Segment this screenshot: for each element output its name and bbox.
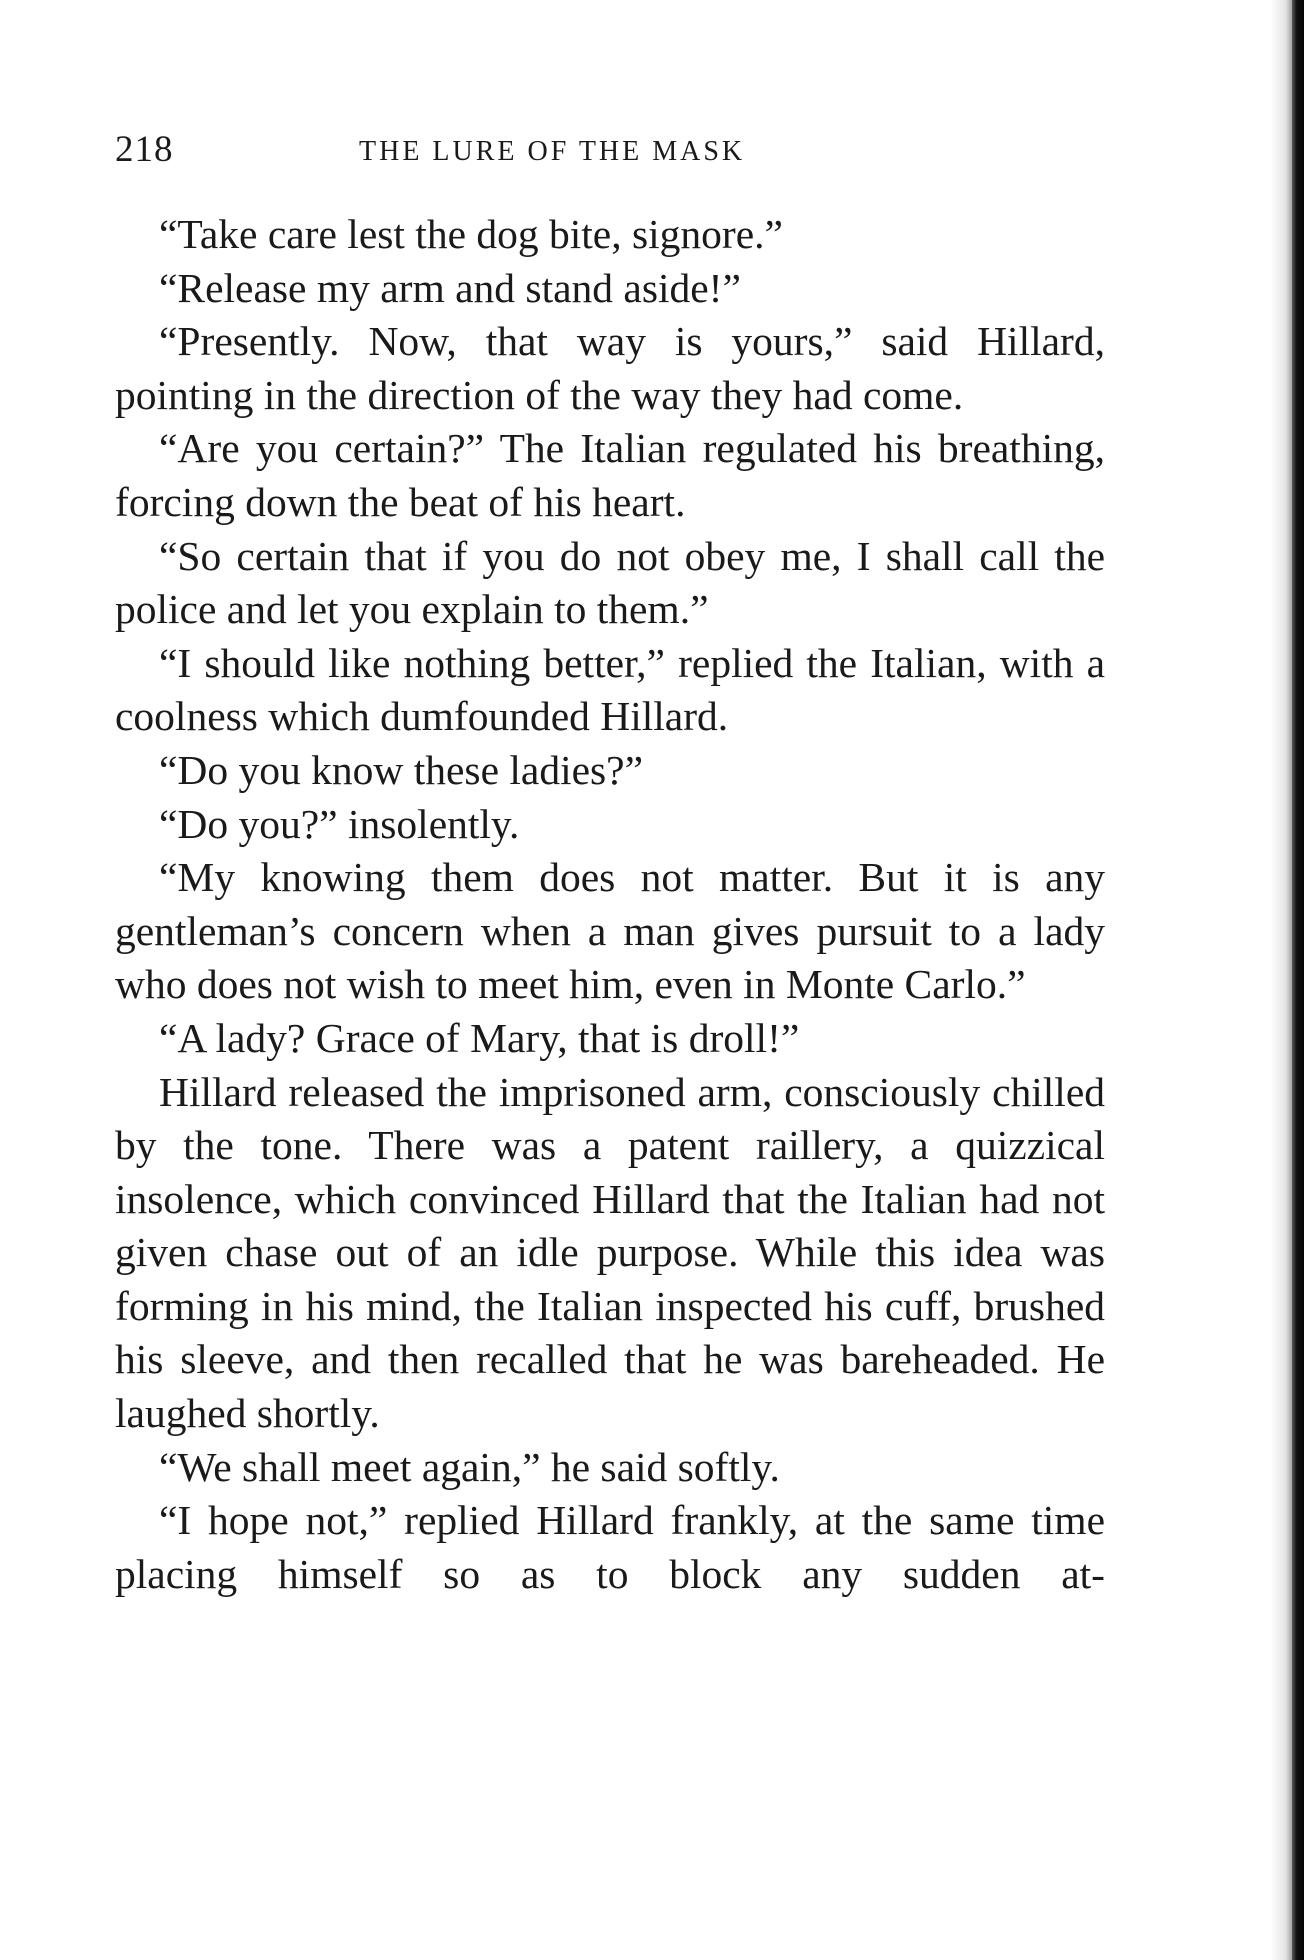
binding-edge (1292, 0, 1304, 1960)
paragraph: “Release my arm and stand aside!” (159, 264, 741, 311)
paragraph: “Do you?” insolently. (159, 800, 520, 847)
body-text (115, 208, 1105, 1601)
page-header (115, 128, 1105, 178)
binding-shadow (1270, 0, 1292, 1960)
paragraph: “So certain that if you do not obey me, I shall call the police and let you explain to them.” (115, 532, 1105, 633)
paragraph: “My knowing them does not matter. But it is any gentleman’s concern when a man gives pursuit to a lady who does not wish to meet him, even in Monte Carlo.” (115, 854, 1105, 1008)
paragraph: “Are you certain?” The Italian regulated his breathing, forcing down the beat of his heart. (115, 425, 1105, 525)
page-number: 218 (115, 129, 174, 170)
paragraph: “Do you know these ladies?” (159, 746, 644, 793)
paragraph: “I should like nothing better,” replied the Italian, with a coolness which dumfounded Hillard. (115, 639, 1105, 740)
paragraph: “Take care lest the dog bite, signore.” (159, 211, 783, 257)
paragraph: Hillard released the imprisoned arm, consciously chilled by the tone. There was a patent raillery, a quizzical insolence, which convinced Hillard that the Italian had not given chase out of an idle purpose. While this idea was forming in his mind, the Italian inspected his cuff, brushed his sleeve, and then recalled that he was bareheaded. He laughed shortly. (115, 1068, 1105, 1437)
paragraph: “We shall meet again,” he said softly. (159, 1443, 780, 1490)
paragraph: “Presently. Now, that way is yours,” said Hillard, pointing in the direction of the way they had come. (115, 318, 1105, 418)
paragraph: “A lady? Grace of Mary, that is droll!” (159, 1014, 800, 1061)
running-title: THE LURE OF THE MASK (359, 136, 746, 167)
paragraph: “I hope not,” replied Hillard frankly, at the same time placing himself so as to block any sudden at- (115, 1497, 1105, 1597)
